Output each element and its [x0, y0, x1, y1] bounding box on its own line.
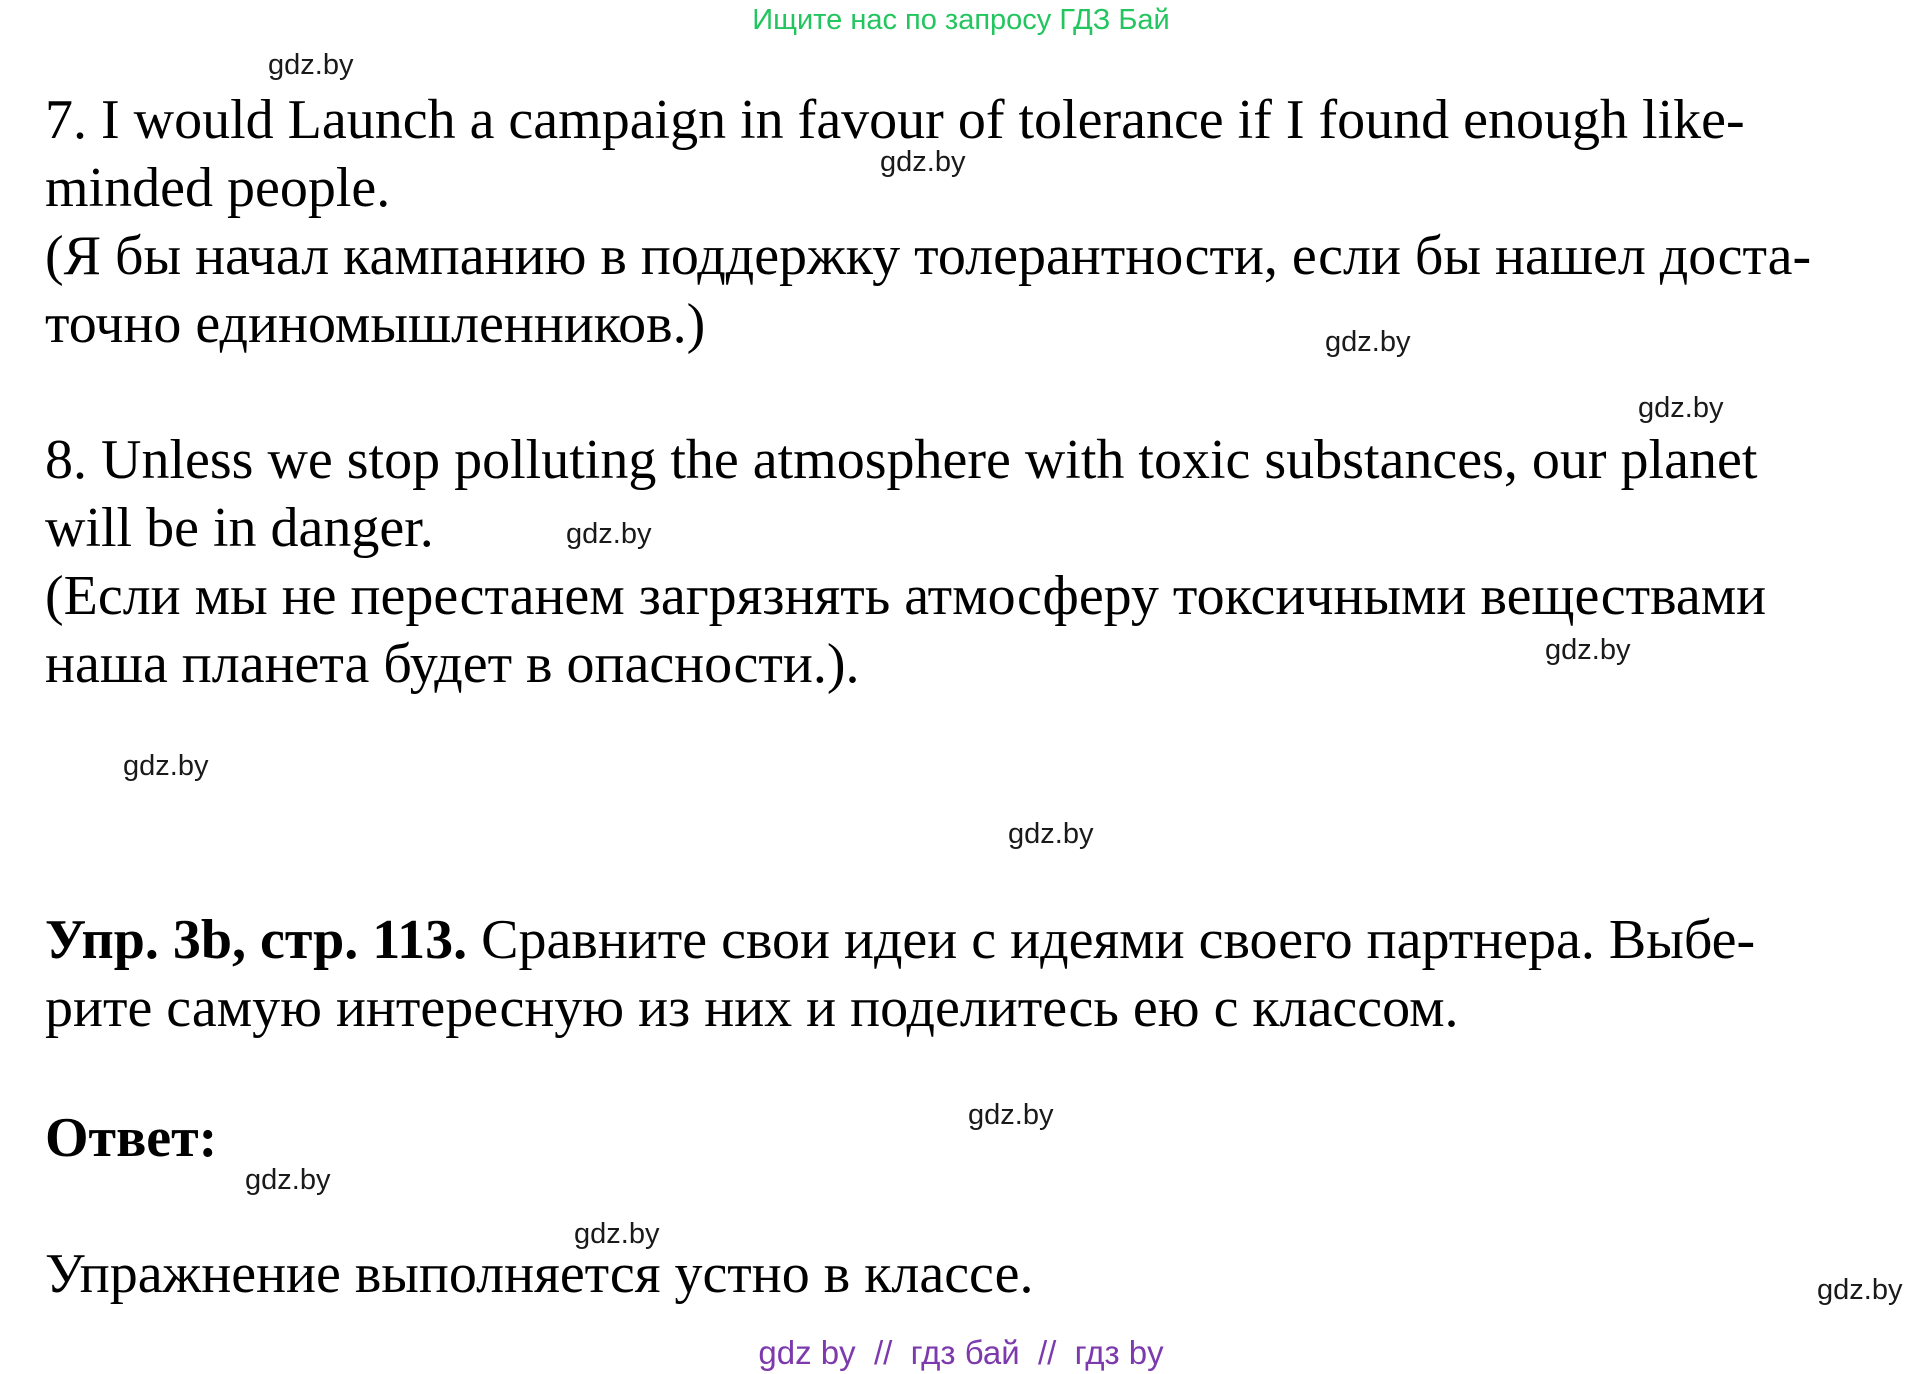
search-banner[interactable]: Ищите нас по запросу ГДЗ Бай: [752, 4, 1170, 36]
exercise-line-1: [45, 906, 1755, 974]
exercise-label: Упр. 3b, стр. 113.: [45, 909, 468, 971]
item-8-line-2: will be in danger.: [45, 497, 434, 559]
item-8-line-1: 8. Unless we stop polluting the atmosphere with toxic substances, our planet: [45, 429, 1758, 491]
watermark: gdz.by: [268, 49, 354, 81]
watermark: gdz.by: [574, 1218, 660, 1250]
footer-links[interactable]: gdz by // гдз бай // гдз by: [758, 1334, 1164, 1371]
item-8-translation-line-2: наша планета будет в опасности.).: [45, 633, 860, 695]
exercise-line-2: рите самую интересную из них и поделитесь ею с классом.: [45, 977, 1459, 1039]
watermark: gdz.by: [1545, 634, 1631, 666]
exercise-instruction-start: Сравните свои идеи с идеями своего партнера. Выбе-: [467, 909, 1756, 971]
watermark: gdz.by: [968, 1099, 1054, 1131]
watermark: gdz.by: [1638, 392, 1724, 424]
answer-label: Ответ:: [45, 1107, 218, 1169]
watermark: gdz.by: [880, 146, 966, 178]
watermark: gdz.by: [123, 750, 209, 782]
watermark: gdz.by: [1008, 818, 1094, 850]
item-7-translation-line-2: точно единомышленников.): [45, 293, 706, 355]
item-7-line-1: 7. I would Launch a campaign in favour of tolerance if I found enough like-: [45, 89, 1745, 151]
watermark: gdz.by: [1817, 1274, 1903, 1306]
watermark: gdz.by: [245, 1164, 331, 1196]
item-8-translation-line-1: (Если мы не перестанем загрязнять атмосферу токсичными веществами: [45, 565, 1767, 627]
answer-text: Упражнение выполняется устно в классе.: [45, 1243, 1034, 1305]
watermark: gdz.by: [1325, 326, 1411, 358]
item-7-translation-line-1: (Я бы начал кампанию в поддержку толерантности, если бы нашел доста-: [45, 225, 1812, 287]
item-7-line-2: minded people.: [45, 157, 391, 219]
watermark: gdz.by: [566, 518, 652, 550]
